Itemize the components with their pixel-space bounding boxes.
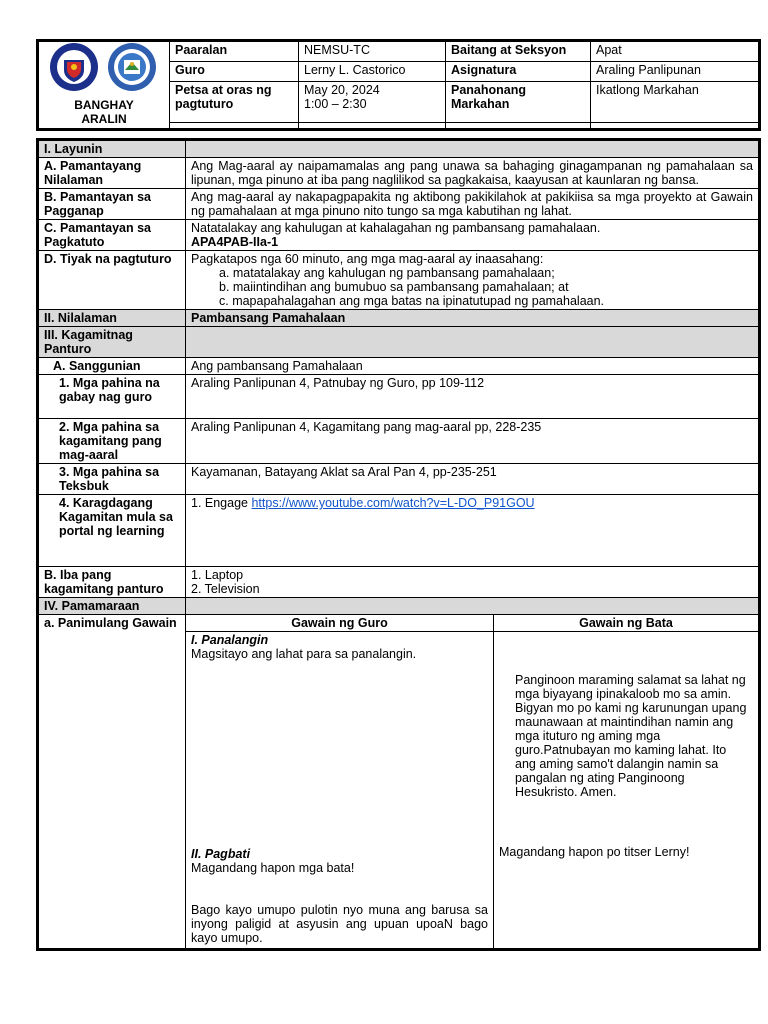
bago-text: Bago kayo umupo pulotin nyo muna ang barusa sa inyong paligid at asyusin ang upuan upoaN bago kayo umupo. <box>191 903 488 945</box>
pamamaraan-value <box>186 598 760 615</box>
tiyak-c: c. mapapahalagahan ang mga batas na ipinatutupad ng pamahalaan. <box>219 294 605 308</box>
karagdagang-prefix: 1. Engage <box>191 496 252 510</box>
asignatura-label: Asignatura <box>446 61 591 82</box>
tiyak-a: a. matatalakay ang kahulugan ng pambansang pamahalaan; <box>219 266 555 280</box>
kagamitan-value <box>186 327 760 358</box>
kagamitan-label: III. Kagamitnag Panturo <box>38 327 186 358</box>
sanggunian-value: Ang pambansang Pamahalaan <box>186 358 760 375</box>
header-logo-cell <box>38 41 170 130</box>
panimula-label: a. Panimulang Gawain <box>38 615 186 950</box>
teksbuk-value: Kayamanan, Batayang Aklat sa Aral Pan 4, pp-235-251 <box>186 464 760 495</box>
panahon-value: Ikatlong Markahan <box>591 82 760 123</box>
iba-item-television: 2. Television <box>191 582 260 596</box>
asignatura-value: Araling Panlipunan <box>591 61 760 82</box>
bata-col-header: Gawain ng Bata <box>494 615 760 632</box>
iba-value <box>186 567 760 598</box>
gawain-bata-cell <box>494 632 760 950</box>
pamantayang-nilalaman-value: Ang Mag-aaral ay naipamamalas ang pang unawa sa bahaging ginagampanan ng pamahalaan sa lipunan, mga pinuno at iba pang naglilikod sa pagkakaisa, kaayusan at kaunlaran ng bansa. <box>186 158 760 189</box>
panalangin-title: I. Panalangin <box>191 633 269 647</box>
pagbati-reply: Magandang hapon po titser Lerny! <box>499 845 690 859</box>
pagkatuto-code: APA4PAB-IIa-1 <box>191 235 279 249</box>
pamantayan-pagkatuto-label: C. Pamantayan sa Pagkatuto <box>38 220 186 251</box>
guro-col-header: Gawain ng Guro <box>186 615 494 632</box>
karagdagang-label: 4. Karagdagang Kagamitan mula sa portal ng learning <box>38 495 186 567</box>
pamantayan-pagkatuto-value <box>186 220 760 251</box>
paaralan-label: Paaralan <box>170 41 299 62</box>
nilalaman-value: Pambansang Pamahalaan <box>186 310 760 327</box>
baitang-label: Baitang at Seksyon <box>446 41 591 62</box>
tiyak-label: D. Tiyak na pagtuturo <box>38 251 186 310</box>
panalangin-text: Magsitayo ang lahat para sa panalangin. <box>191 647 417 661</box>
pamantayan-pagganap-value: Ang mag-aaral ay nakapagpapakita ng aktibong pakikilahok at pakikiisa sa mga proyekto at Gawain ng pamahalaan at mga pinuno nito tungo sa mga kabutihan ng lahat. <box>186 189 760 220</box>
kagamitang-value: Araling Panlipunan 4, Kagamitang pang mag-aaral pp, 228-235 <box>186 419 760 464</box>
prayer-text: Panginoon maraming salamat sa lahat ng mga biyayang ipinakaloob mo sa amin. Bigyan mo po kami ng karunungan upang maunawaan at maintindihan namin ang mga ituturo ng aming mga guro.Patnubayan mo kaming lahat. Ito ang aming samo't dalangin namin sa pangalan ng ating Panginoong Hesukristo. Amen. <box>515 673 747 799</box>
baitang-value: Apat <box>591 41 760 62</box>
deped-seal-icon <box>49 42 99 92</box>
layunin-label: I. Layunin <box>38 140 186 158</box>
title-line1: BANGHAY <box>74 98 134 112</box>
guro-value: Lerny L. Castorico <box>299 61 446 82</box>
petsa-time: 1:00 – 2:30 <box>304 97 367 112</box>
panahon-label: Panahonang Markahan <box>446 82 591 123</box>
pamantayang-nilalaman-label: A. Pamantayang Nilalaman <box>38 158 186 189</box>
kagamitang-label: 2. Mga pahina sa kagamitang pang mag-aaral <box>38 419 186 464</box>
gabay-value: Araling Panlipunan 4, Patnubay ng Guro, pp 109-112 <box>186 375 760 419</box>
iba-item-laptop: 1. Laptop <box>191 568 244 582</box>
tiyak-b: b. maiintindihan ang bumubuo sa pambansang pamahalaan; at <box>219 280 569 294</box>
pagbati-title: II. Pagbati <box>191 847 251 861</box>
gabay-label: 1. Mga pahina na gabay nag guro <box>38 375 186 419</box>
tiyak-value <box>186 251 760 310</box>
gawain-guro-cell <box>186 632 494 950</box>
lesson-plan-table <box>36 138 761 951</box>
teksbuk-label: 3. Mga pahina sa Teksbuk <box>38 464 186 495</box>
pagbati-text: Magandang hapon mga bata! <box>191 861 355 875</box>
paaralan-value: NEMSU-TC <box>299 41 446 62</box>
petsa-date: May 20, 2024 <box>304 83 380 98</box>
nilalaman-label: II. Nilalaman <box>38 310 186 327</box>
sanggunian-label: A. Sanggunian <box>38 358 186 375</box>
nemsu-seal-icon <box>105 42 159 92</box>
pamantayan-pagganap-label: B. Pamantayan sa Pagganap <box>38 189 186 220</box>
petsa-value <box>299 82 446 123</box>
iba-label: B. Iba pang kagamitang panturo <box>38 567 186 598</box>
pamamaraan-label: IV. Pamamaraan <box>38 598 186 615</box>
karagdagang-value <box>186 495 760 567</box>
title-line2: ARALIN <box>81 112 127 126</box>
tiyak-intro: Pagkatapos nga 60 minuto, ang mga mag-aaral ay inaasahang: <box>191 252 544 266</box>
petsa-label: Petsa at oras ng pagtuturo <box>170 82 299 123</box>
layunin-value <box>186 140 760 158</box>
header-table <box>36 39 761 131</box>
pagkatuto-text: Natatalakay ang kahulugan at kahalagahan ng pambansang pamahalaan. <box>191 221 601 235</box>
youtube-link[interactable]: https://www.youtube.com/watch?v=L-DO_P91GOU <box>251 496 535 510</box>
guro-label: Guro <box>170 61 299 82</box>
